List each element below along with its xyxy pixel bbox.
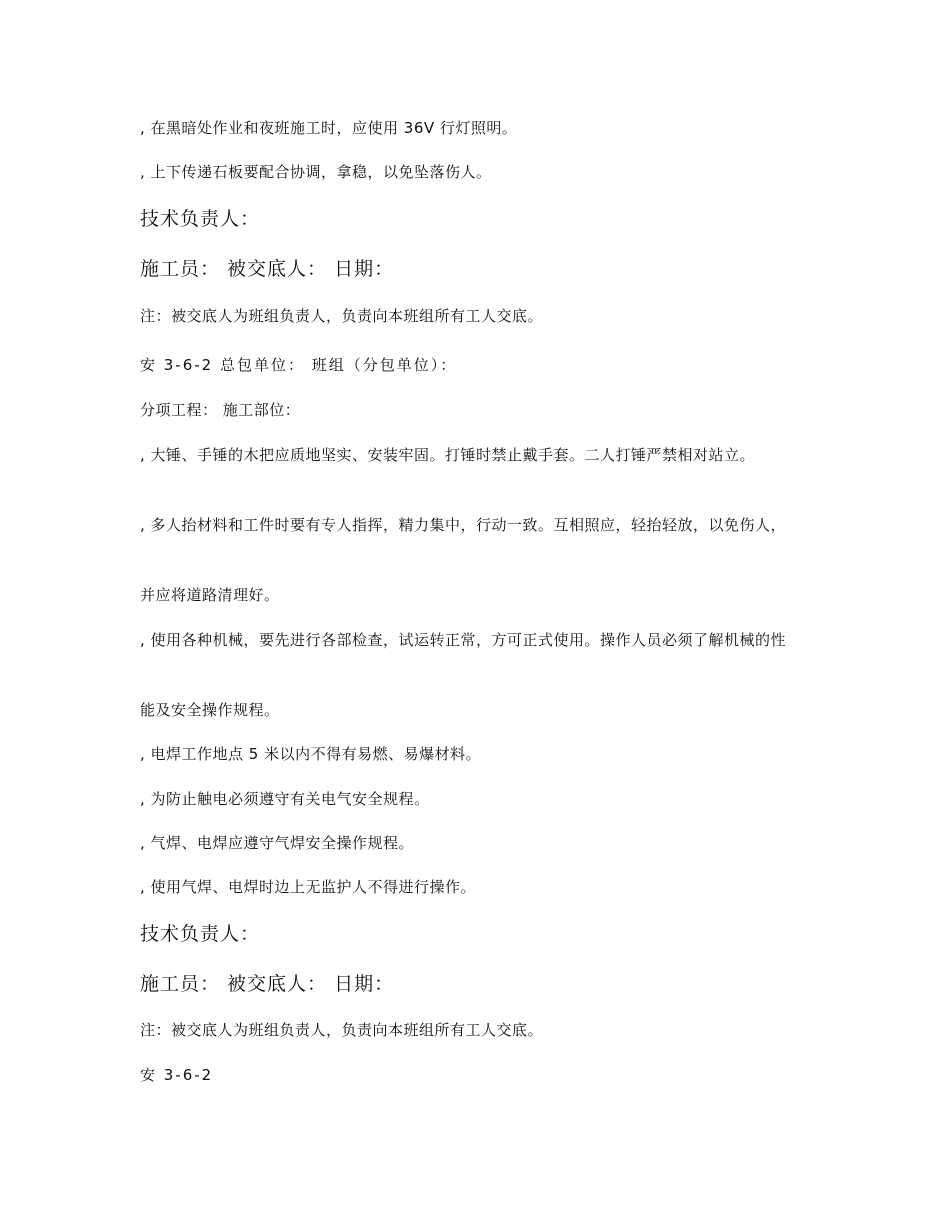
signature-heading: 技术负责人： (140, 923, 261, 945)
body-line: , 上下传递石板要配合协调，拿稳，以免坠落伤人。 (140, 163, 492, 181)
body-line: , 电焊工作地点 5 米以内不得有易燃、易爆材料。 (140, 745, 482, 763)
signature-line: 施工员： 被交底人： 日期： (140, 973, 395, 995)
body-line: , 多人抬材料和工件时要有专人指挥，精力集中，行动一致。互相照应，轻抬轻放，以免伤人， (140, 516, 787, 534)
body-line: , 使用气焊、电焊时边上无监护人不得进行操作。 (140, 878, 477, 896)
form-header-line: 安 3-6-2 总包单位： 班组（分包单位）： (140, 356, 458, 374)
note-line: 注：被交底人为班组负责人，负责向本班组所有工人交底。 (140, 307, 544, 325)
signature-line: 施工员： 被交底人： 日期： (140, 258, 395, 280)
form-header-line: 安 3-6-2 (140, 1066, 214, 1084)
body-line: , 在黑暗处作业和夜班施工时，应使用 36V 行灯照明。 (140, 119, 518, 137)
body-line: , 使用各种机械，要先进行各部检查，试运转正常，方可正式使用。操作人员必须了解机械的性 (140, 631, 787, 649)
body-line: , 大锤、手锤的木把应质地坚实、安装牢固。打锤时禁止戴手套。二人打锤严禁相对站立。 (140, 446, 756, 464)
body-line: 并应将道路清理好。 (140, 586, 280, 604)
form-header-line: 分项工程： 施工部位： (140, 401, 301, 419)
document-page (140, 0, 810, 1230)
body-line: 能及安全操作规程。 (140, 701, 280, 719)
body-line: , 为防止触电必须遵守有关电气安全规程。 (140, 790, 430, 808)
body-line: , 气焊、电焊应遵守气焊安全操作规程。 (140, 834, 415, 852)
note-line: 注：被交底人为班组负责人，负责向本班组所有工人交底。 (140, 1021, 544, 1039)
signature-heading: 技术负责人： (140, 208, 261, 230)
